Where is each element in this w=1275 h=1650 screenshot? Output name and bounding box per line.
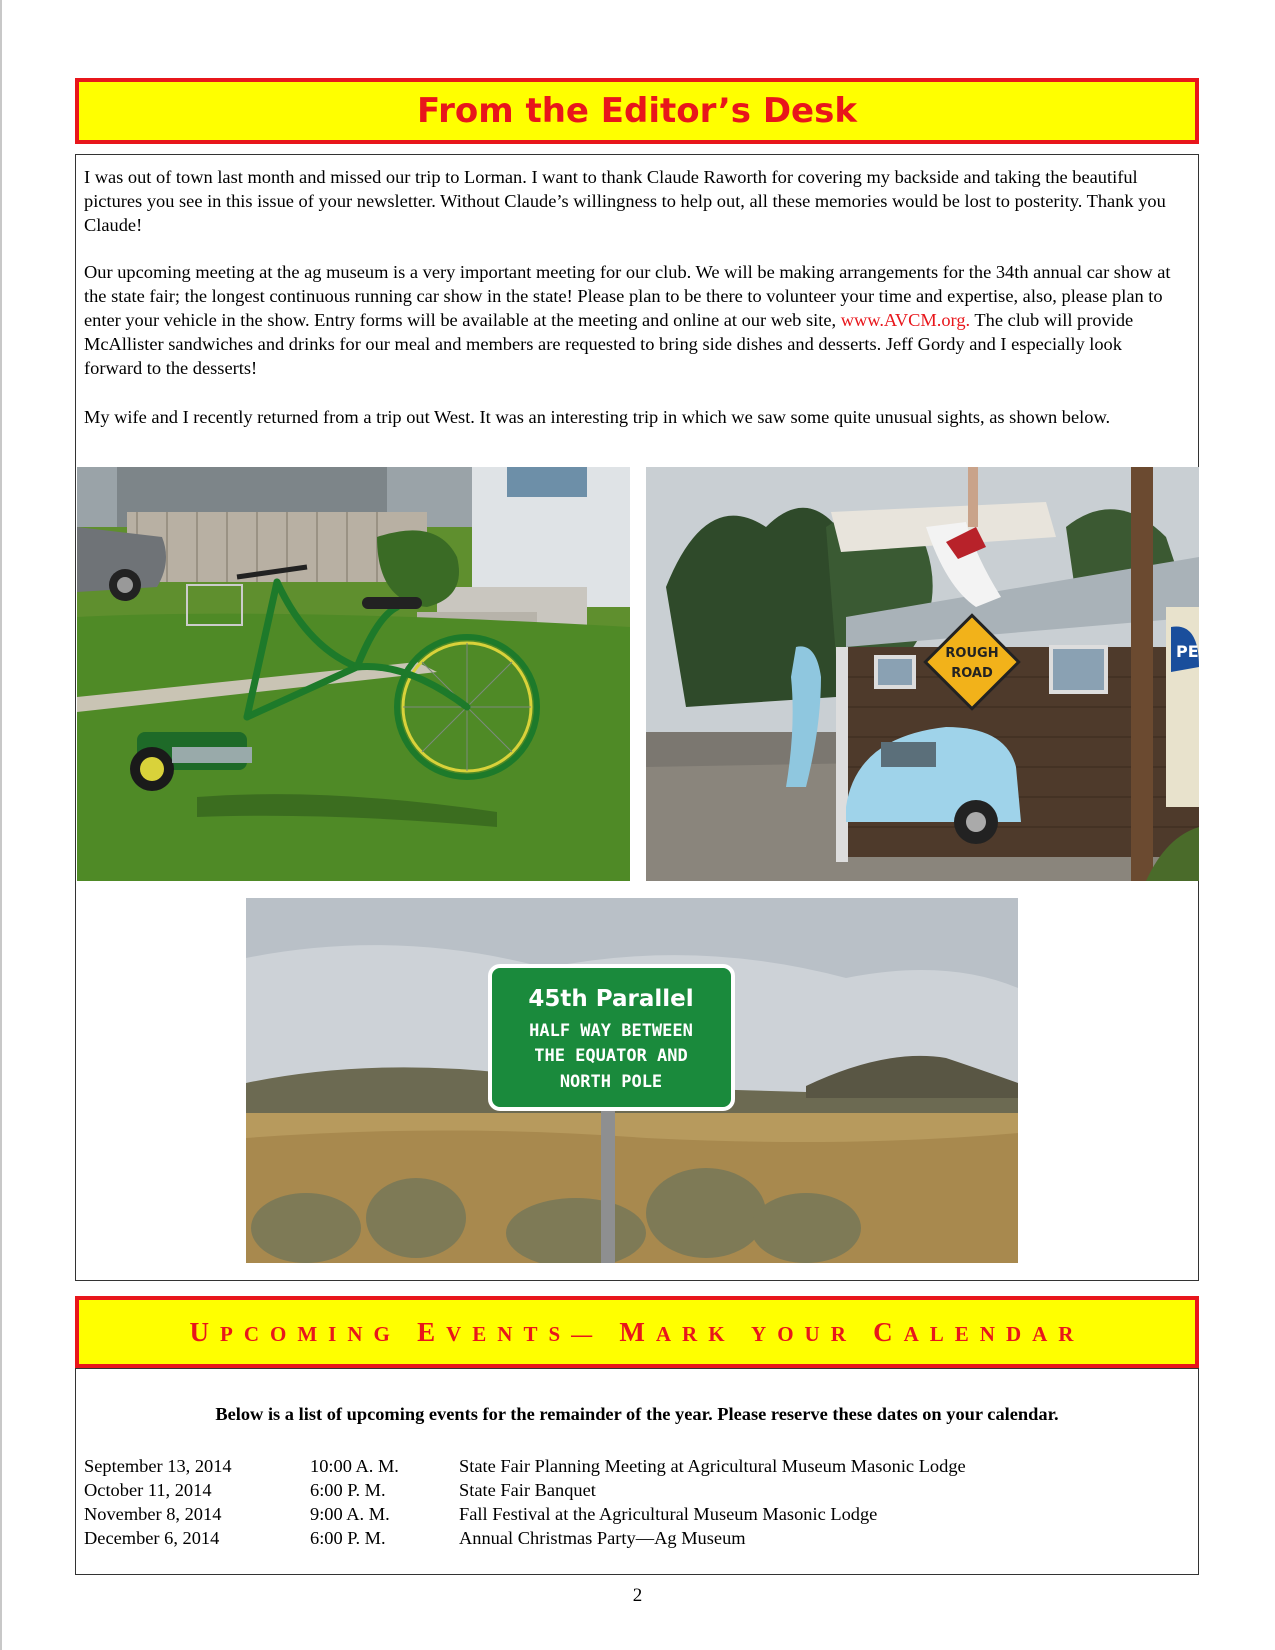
events-title-part-2: VENTS— bbox=[446, 1322, 620, 1346]
editor-paragraph-3: My wife and I recently returned from a trip out West. It was an interesting trip in which we saw some quite unusual sights, as shown below. bbox=[84, 407, 1111, 427]
event-description: State Fair Banquet bbox=[459, 1480, 596, 1500]
events-title-part-1: PCOMING bbox=[220, 1322, 418, 1346]
events-intro: Below is a list of upcoming events for the remainder of the year. Please reserve these dates on your calendar. bbox=[215, 1404, 1059, 1424]
event-date: November 8, 2014 bbox=[84, 1504, 222, 1524]
parallel-sign-line-3: THE EQUATOR AND bbox=[534, 1046, 688, 1066]
editor-title: From the Editor’s Desk bbox=[417, 91, 857, 131]
avcm-website-link[interactable]: www.AVCM.org. bbox=[840, 310, 971, 330]
event-time: 6:00 P. M. bbox=[310, 1528, 386, 1548]
event-time: 10:00 A. M. bbox=[310, 1456, 399, 1476]
45th-parallel-photo bbox=[246, 898, 1018, 1263]
page-number: 2 bbox=[632, 1585, 643, 1606]
events-title-cap-e: E bbox=[417, 1317, 447, 1347]
editor-paragraph-2 bbox=[84, 260, 1184, 380]
rough-sign-text-1: ROUGH bbox=[945, 646, 999, 661]
event-date: September 13, 2014 bbox=[84, 1456, 232, 1476]
vw-bug-airplane-photo bbox=[646, 467, 1199, 881]
events-title-part-3: ARK YOUR bbox=[655, 1322, 874, 1346]
event-description: Annual Christmas Party—Ag Museum bbox=[459, 1528, 746, 1548]
event-time: 9:00 A. M. bbox=[310, 1504, 390, 1524]
events-title-cap-m: M bbox=[619, 1317, 656, 1347]
paragraph-2-text-b: The club will provide McAllister sandwiches and drinks for our meal and members are requested to bring side dishes and desserts. Jeff Gordy and I especially look forward to the desserts! bbox=[84, 310, 1134, 378]
bicycle-mower-photo bbox=[77, 467, 630, 881]
events-banner bbox=[75, 1296, 1199, 1368]
paragraph-2-text-a: Our upcoming meeting at the ag museum is a very important meeting for our club. We will be making arrangements for the 34th annual car show at the state fair; the longest continuous running car show in the state! Please plan to be there to volunteer your time and expertise, also, please plan to enter your vehicle in the show. Entry forms will be available at the meeting and online at our web site, bbox=[84, 262, 1171, 330]
editor-banner bbox=[75, 78, 1199, 144]
page-left-rule bbox=[0, 0, 2, 1650]
events-body bbox=[75, 1368, 1199, 1575]
events-title-cap-u: U bbox=[189, 1317, 221, 1347]
events-title-cap-c: C bbox=[873, 1317, 904, 1347]
events-title-part-4: ALENDAR bbox=[903, 1322, 1085, 1346]
events-title bbox=[79, 1300, 1195, 1366]
parallel-sign-line-1: 45th Parallel bbox=[528, 986, 694, 1012]
event-description: State Fair Planning Meeting at Agricultural Museum Masonic Lodge bbox=[459, 1456, 966, 1476]
parallel-sign-line-2: HALF WAY BETWEEN bbox=[529, 1021, 693, 1041]
rough-sign-text-2: ROAD bbox=[951, 666, 993, 681]
event-description: Fall Festival at the Agricultural Museum Masonic Lodge bbox=[459, 1504, 878, 1524]
pepsi-sign-text: PE bbox=[1176, 642, 1199, 661]
parallel-sign-line-4: NORTH POLE bbox=[559, 1072, 663, 1092]
editor-paragraph-1: I was out of town last month and missed our trip to Lorman. I want to thank Claude Raworth for covering my backside and taking the beautiful pictures you see in this issue of your newsletter. Without Claude’s willingness to help out, all these memories would be lost to posterity. Thank you Claude! bbox=[84, 167, 1166, 235]
event-date: December 6, 2014 bbox=[84, 1528, 220, 1548]
event-date: October 11, 2014 bbox=[84, 1480, 212, 1500]
editor-body bbox=[75, 154, 1199, 1281]
event-time: 6:00 P. M. bbox=[310, 1480, 386, 1500]
